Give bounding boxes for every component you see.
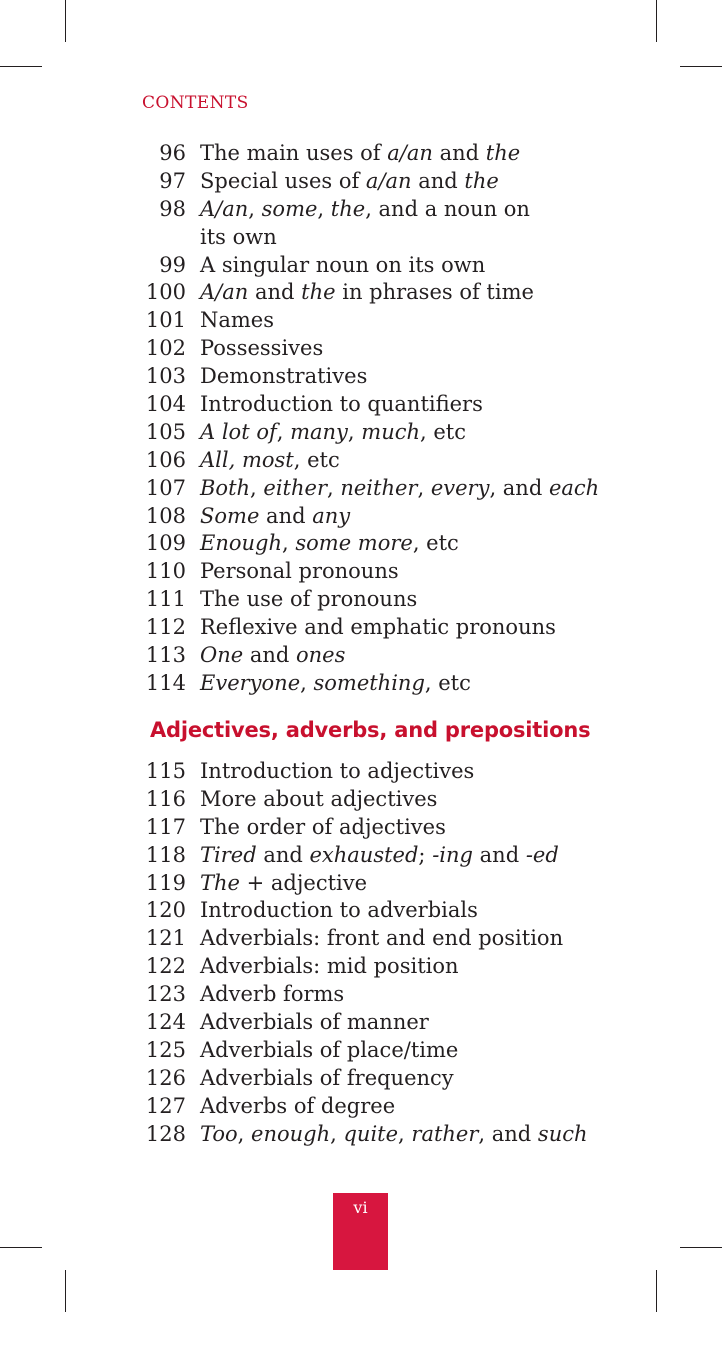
toc-entry-title-part: A lot of — [200, 419, 277, 444]
toc-entry-title — [200, 363, 367, 391]
page-number: vi — [333, 1193, 388, 1270]
toc-entry-title-part: Introduction to quantifiers — [200, 392, 483, 417]
toc-entry-title-part: , and a noun on its own — [200, 196, 530, 249]
toc-entry-title-part: either — [263, 475, 327, 500]
toc-entry-title-part: , — [317, 196, 331, 221]
toc-entry-number: 107 — [145, 475, 186, 500]
toc-entry-title-part: Introduction to adjectives — [200, 759, 475, 783]
toc-entry-title — [200, 870, 367, 898]
toc-entry-number: 105 — [145, 419, 186, 444]
toc-entry-title-part: and — [259, 503, 313, 528]
toc-entry-title-part: Special uses of — [200, 168, 366, 193]
toc-entry-number: 112 — [145, 615, 186, 640]
running-head: CONTENTS — [142, 93, 249, 113]
toc-entry-title-part: and — [411, 168, 465, 193]
toc-entry-title-part: any — [312, 503, 351, 528]
toc-entry-title-part: Too — [200, 1121, 238, 1146]
toc-entry-title — [200, 1037, 458, 1065]
toc-entry-title — [200, 419, 466, 447]
crop-mark — [680, 1247, 722, 1248]
toc-entry-title-part: and — [248, 280, 302, 305]
toc-entry-title — [200, 196, 560, 252]
crop-mark — [0, 66, 42, 67]
toc-entry-title-part: some more — [295, 531, 413, 556]
toc-entry-title-part: , — [398, 1121, 412, 1146]
toc-entry-title — [200, 758, 474, 786]
toc-entry-title — [200, 140, 520, 168]
toc-entry-number: 122 — [145, 954, 186, 979]
toc-entry-title-part: , and — [478, 1121, 538, 1146]
toc-entry-title-part: every — [430, 475, 490, 500]
toc-entry-title-part: , — [276, 419, 291, 444]
toc-entry-title-part: All, most — [200, 447, 294, 472]
toc-entry-title-part: Adverbs of degree — [200, 1093, 396, 1118]
toc-entry-title-part: the — [301, 280, 336, 305]
toc-entry-number: 101 — [145, 308, 186, 333]
toc-entry-title-part: rather — [411, 1121, 479, 1146]
toc-entry-number: 120 — [145, 898, 186, 923]
toc-entry-number: 121 — [145, 926, 186, 951]
toc-entry-title-part: Personal pronouns — [200, 559, 399, 584]
toc-entry-title-part: quite — [343, 1121, 399, 1146]
toc-entry-title-part: a/an — [365, 168, 412, 193]
toc-entry-title-part: Everyone — [200, 670, 301, 695]
toc-entry-title-part: Tired — [200, 842, 257, 867]
toc-entry-title — [200, 335, 323, 363]
toc-entry-title — [200, 670, 471, 698]
toc-entry-title-part: the — [464, 168, 499, 193]
toc-entry-title — [200, 925, 563, 953]
toc-entry-title — [200, 503, 350, 531]
toc-entry-title-part: -ing — [432, 842, 473, 867]
toc-entry-number: 115 — [145, 759, 186, 783]
toc-entry-title-part: and — [472, 842, 526, 867]
toc-entry-number: 99 — [159, 252, 186, 277]
toc-entry-title — [200, 842, 559, 870]
toc-entry-title-part: exhausted — [309, 842, 419, 867]
toc-entry-title-part: + adjective — [239, 870, 368, 895]
crop-mark — [65, 1270, 66, 1312]
toc-entry-title-part: , — [282, 531, 296, 556]
toc-entry-number: 96 — [159, 141, 186, 165]
toc-entry-title-part: Reflexive and emphatic pronouns — [200, 615, 556, 640]
toc-entry-number: 106 — [145, 447, 186, 472]
toc-entry-number: 98 — [159, 196, 186, 221]
toc-entry-title — [200, 252, 485, 280]
toc-entry-title — [200, 586, 417, 614]
toc-entry-title-part: Demonstratives — [200, 364, 368, 389]
toc-entry-number: 118 — [145, 842, 186, 867]
toc-entry-title-part: -ed — [525, 842, 559, 867]
toc-entry-title — [200, 953, 459, 981]
toc-entry-title-part: , — [347, 419, 362, 444]
toc-entry-number: 108 — [145, 503, 186, 528]
toc-entry-title-part: A singular noun on its own — [200, 252, 486, 277]
toc-entry-title-part: , etc — [293, 447, 340, 472]
toc-entry-title-part: and — [243, 643, 297, 668]
toc-entry-title-part: Adverbials: mid position — [200, 954, 459, 979]
toc-entry-number: 110 — [145, 559, 186, 584]
toc-entry-title-part: , etc — [420, 419, 466, 444]
toc-entry-number: 113 — [145, 643, 186, 668]
toc-entry-title-part: , — [417, 475, 431, 500]
toc-entry-title-part: One — [200, 643, 244, 668]
toc-entry-number: 97 — [159, 168, 186, 193]
toc-entry-title-part: much — [361, 419, 421, 444]
toc-entry-number: 123 — [145, 982, 186, 1007]
toc-entry-number: 128 — [145, 1121, 186, 1146]
toc-entry-title-part: The order of adjectives — [200, 814, 446, 839]
toc-entry-title-part: the — [330, 196, 366, 221]
toc-entry-title-part: , — [248, 196, 262, 221]
toc-entry-title-part: Adverbials of place/time — [200, 1037, 459, 1062]
toc-entry-title — [200, 1065, 454, 1093]
toc-entry-number: 100 — [145, 280, 186, 305]
toc-entry-title-part: and — [256, 842, 310, 867]
toc-entry-number: 104 — [145, 392, 186, 417]
toc-entry-title — [200, 642, 345, 670]
toc-entry-number: 102 — [145, 336, 186, 361]
toc-entry-title-part: A/an — [200, 280, 249, 305]
crop-mark — [680, 66, 722, 67]
toc-entry-number: 109 — [145, 531, 186, 556]
toc-entry-title-part: A/an — [200, 196, 249, 221]
toc-entry-title-part: a/an — [387, 141, 433, 165]
toc-entry-title — [200, 786, 437, 814]
toc-entry-title — [200, 1009, 429, 1037]
toc-entry-title-part: Adverbials: front and end position — [200, 926, 564, 951]
toc-entry-title-part: Adverb forms — [200, 982, 345, 1007]
toc-entry-title-part: More about adjectives — [200, 786, 438, 811]
crop-mark — [0, 1247, 42, 1248]
toc-entry-title-part: such — [537, 1121, 588, 1146]
toc-entry-title-part: Names — [200, 308, 275, 333]
toc-entry-title-part: neither — [340, 475, 418, 500]
crop-mark — [65, 0, 66, 42]
toc-entry-title — [200, 1093, 395, 1121]
toc-entry-number: 117 — [145, 814, 186, 839]
toc-entry-title-part: Both — [200, 475, 251, 500]
toc-entry-title — [200, 614, 556, 642]
toc-entry-title — [200, 558, 399, 586]
toc-entry-title-part: Some — [200, 503, 260, 528]
toc-entry-title-part: ; — [418, 842, 433, 867]
toc-entry-title — [200, 981, 344, 1009]
toc-entry-title-part: , etc — [424, 670, 471, 695]
toc-entry-title-part: , and — [489, 475, 549, 500]
toc-entry-title — [200, 168, 499, 196]
toc-entry-title-part: , etc — [412, 531, 459, 556]
crop-mark — [656, 1270, 657, 1312]
toc-entry-title-part: The use of pronouns — [200, 587, 418, 612]
toc-entry-title-part: many — [290, 419, 348, 444]
toc-entry-title-part: Introduction to adverbials — [200, 898, 478, 923]
toc-entry-title-part: each — [548, 475, 600, 500]
section-heading: Adjectives, adverbs, and prepositions — [150, 718, 591, 742]
toc-entry-number: 103 — [145, 364, 186, 389]
toc-entry-title — [200, 1121, 588, 1149]
toc-entry-title-part: The main uses of — [200, 141, 388, 165]
toc-entry-title — [200, 530, 459, 558]
crop-mark — [656, 0, 657, 42]
toc-entry-title-part: , — [326, 475, 341, 500]
toc-entry-title-part: and — [432, 141, 486, 165]
toc-entry-title — [200, 814, 446, 842]
toc-entry-title-part: , — [237, 1121, 252, 1146]
toc-entry-title-part: something — [313, 670, 425, 695]
toc-entry-number: 111 — [145, 587, 186, 612]
toc-entry-title-part: The — [200, 870, 240, 895]
toc-entry-title-part: Adverbials of frequency — [200, 1065, 454, 1090]
toc-entry-number: 114 — [145, 670, 186, 695]
toc-entry-title-part: some — [261, 196, 318, 221]
toc-entry-title — [200, 447, 340, 475]
toc-entry-title — [200, 475, 599, 503]
toc-entry-title — [200, 391, 483, 419]
toc-entry-title-part: Possessives — [200, 336, 324, 361]
toc-entry-number: 116 — [145, 786, 186, 811]
toc-entry-title-part: , — [330, 1121, 344, 1146]
toc-entry-title-part: the — [485, 141, 521, 165]
toc-entry-number: 127 — [145, 1093, 186, 1118]
toc-entry-title-part: enough — [251, 1121, 331, 1146]
toc-entry-title-part: ones — [296, 643, 346, 668]
toc-entry-title — [200, 307, 274, 335]
toc-entry-title — [200, 897, 478, 925]
toc-entry-title — [200, 279, 534, 307]
toc-entry-number: 125 — [145, 1037, 186, 1062]
toc-entry-title-part: Enough — [200, 531, 282, 556]
toc-entry-number: 126 — [145, 1065, 186, 1090]
toc-entry-title-part: , — [300, 670, 314, 695]
toc-entry-number: 124 — [145, 1010, 186, 1035]
toc-entry-title-part: Adverbials of manner — [200, 1010, 429, 1035]
toc-entry-title-part: , — [250, 475, 264, 500]
toc-entry-title-part: in phrases of time — [335, 280, 534, 305]
toc-entry-number: 119 — [145, 870, 186, 895]
